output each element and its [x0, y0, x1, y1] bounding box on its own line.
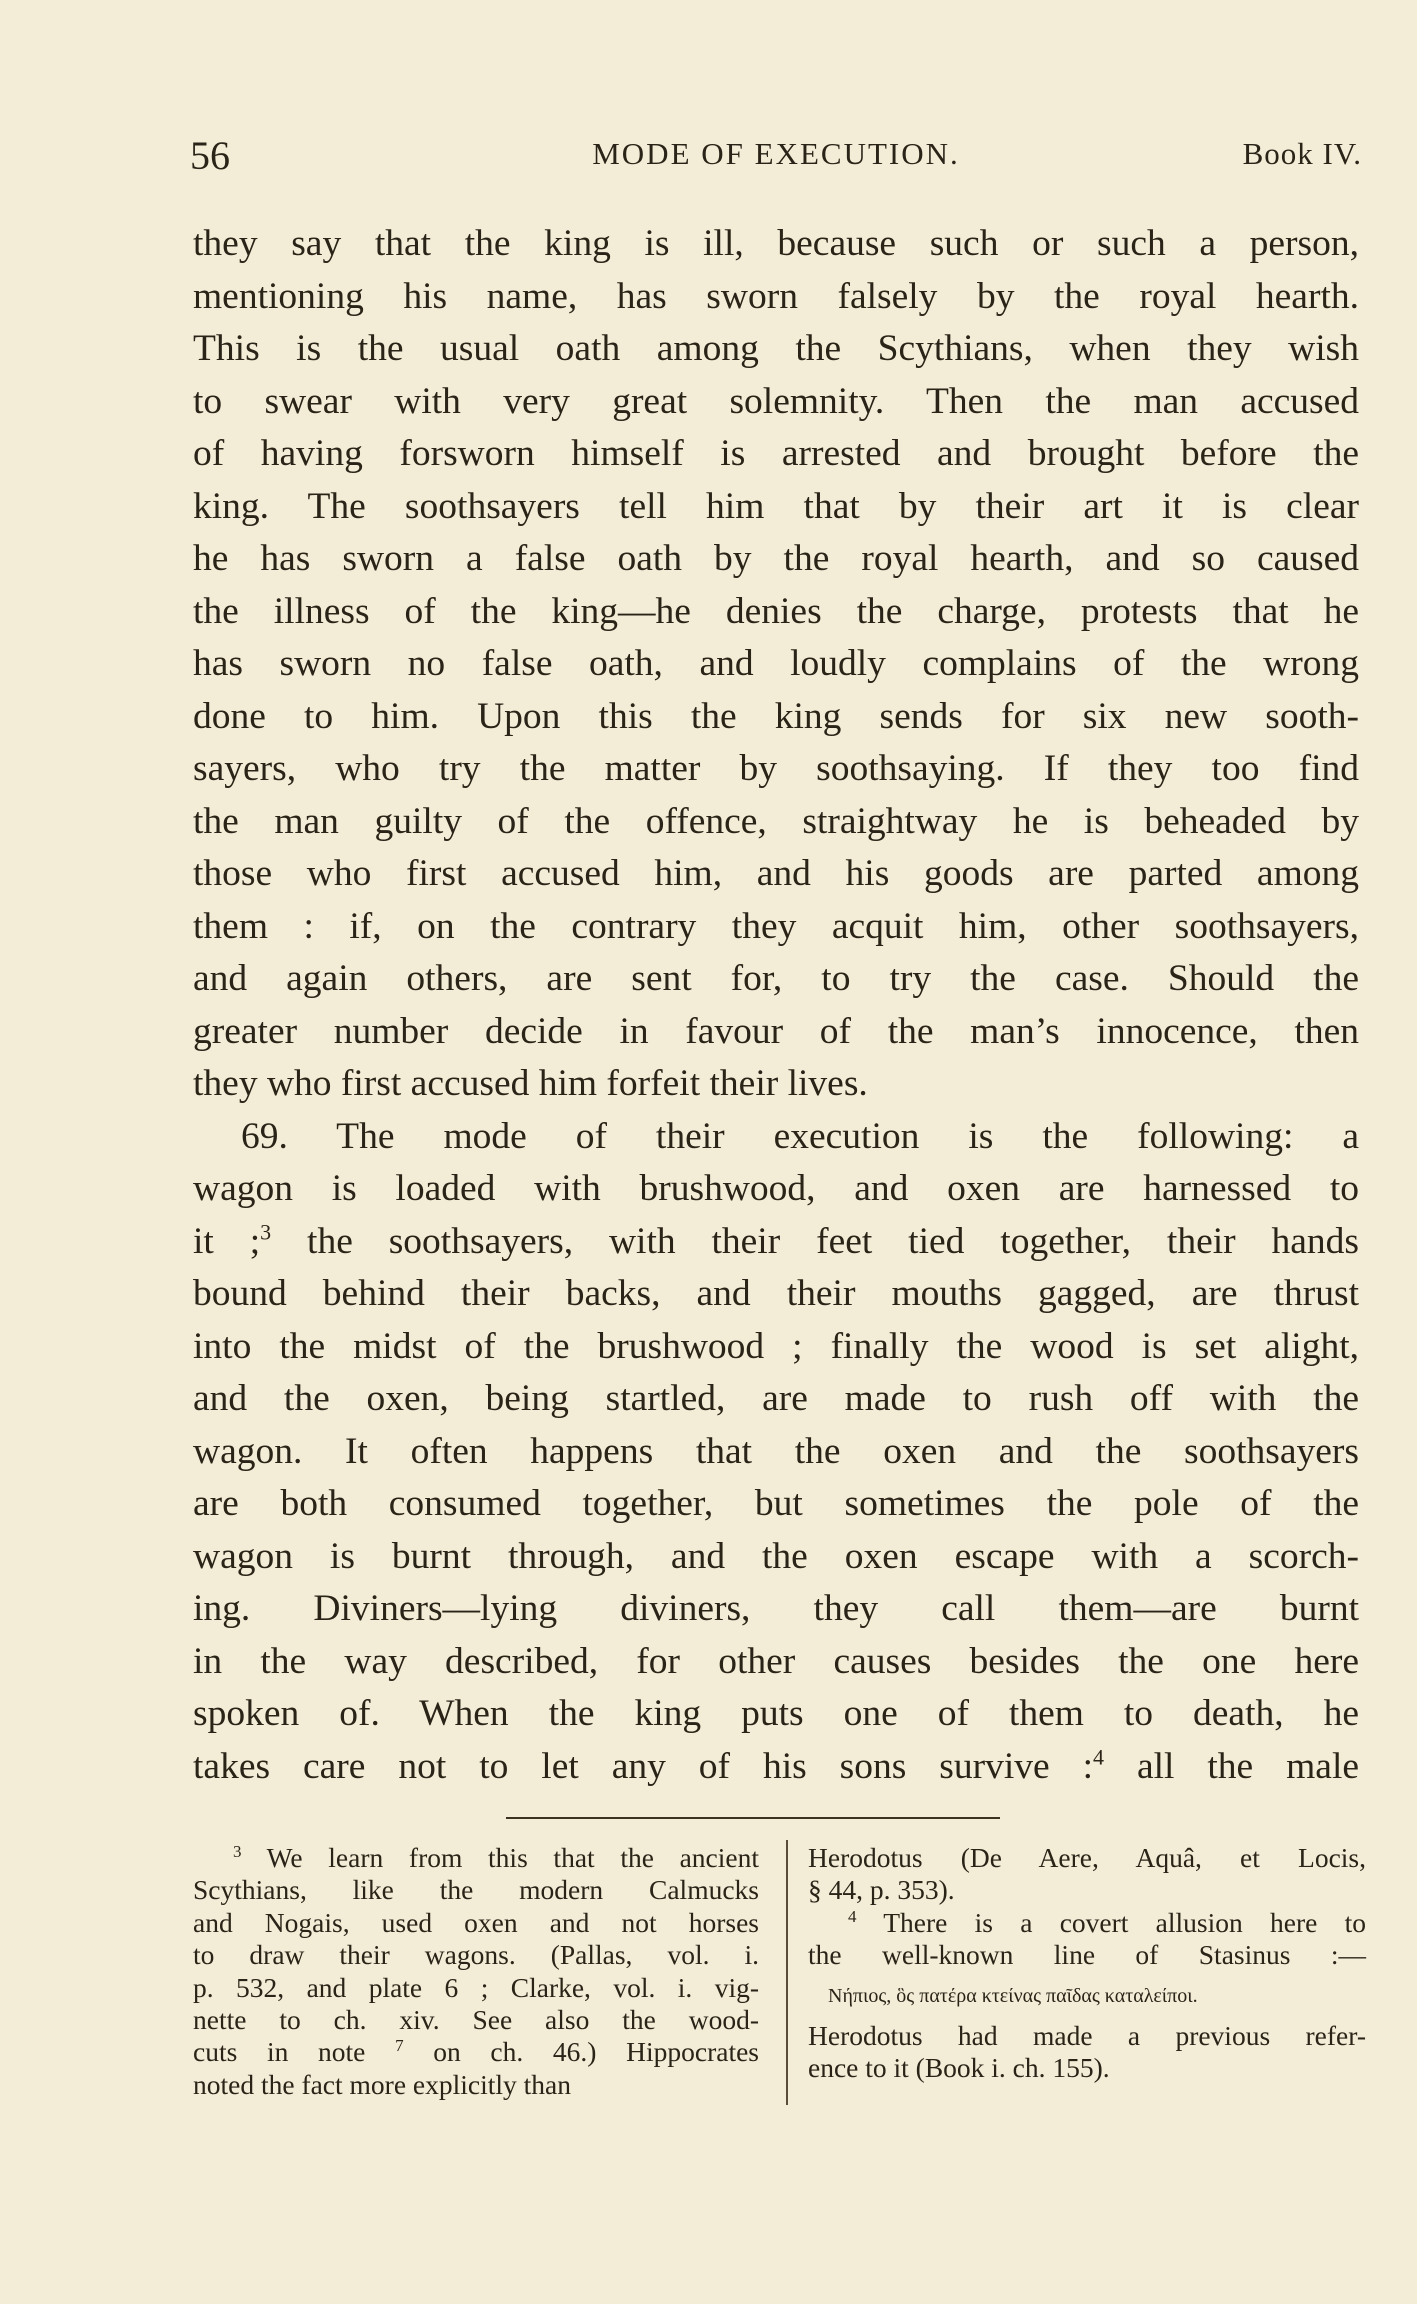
text-line: ing. Diviners—lying diviners, they call them—are burnt [193, 1588, 1359, 1629]
main-text [193, 218, 1359, 1793]
section-start-line: 69. The mode of their execution is the following: a [241, 1115, 1359, 1157]
text-fragment: all the male [1104, 1745, 1360, 1787]
footnotes-right-column [808, 1842, 1366, 2084]
text-line: has sworn no false oath, and loudly complains of the wrong [193, 643, 1359, 684]
text-line: of having forsworn himself is arrested and brought before the [193, 433, 1359, 474]
text-line: wagon is burnt through, and the oxen escape with a scorch- [193, 1535, 1359, 1577]
text-line: they who first accused him forfeit their lives. [193, 1063, 868, 1104]
footnote-column-divider [786, 1840, 788, 2105]
text-line: the illness of the king—he denies the charge, protests that he [193, 590, 1359, 632]
text-line: to swear with very great solemnity. Then the man accused [193, 380, 1359, 422]
text-line: done to him. Upon this the king sends for six new sooth- [193, 695, 1359, 737]
text-line: they say that the king is ill, because such or such a person, [193, 223, 1359, 264]
footnote-line: noted the fact more explicitly than [193, 2068, 571, 2100]
text-line: and the oxen, being startled, are made to rush off with the [193, 1378, 1359, 1419]
text-line: he has sworn a false oath by the royal hearth, and so caused [193, 538, 1359, 579]
footnote-line: to draw their wagons. (Pallas, vol. i. [193, 1939, 759, 1971]
footnote-line: and Nogais, used oxen and not horses [193, 1906, 759, 1938]
footnote-line: p. 532, and plate 6 ; Clarke, vol. i. vig- [193, 1971, 759, 2003]
text-line: them : if, on the contrary they acquit him, other soothsayers, [193, 905, 1359, 947]
running-title: MODE OF EXECUTION. [592, 136, 960, 171]
text-fragment: the soothsayers, with their feet tied together, their hands [271, 1220, 1359, 1262]
footnote-line: § 44, p. 353). [808, 1874, 955, 1906]
footnote-marker: 4 [848, 1906, 857, 1926]
footnote-ref: 4 [1093, 1744, 1105, 1769]
footnote-line: Herodotus had made a previous refer- [808, 2019, 1366, 2051]
text-fragment: on ch. 46.) Hippocrates [403, 2036, 759, 2068]
footnotes-left-column [193, 1842, 759, 2101]
text-fragment: There is a covert allusion here to [856, 1906, 1366, 1938]
text-line: king. The soothsayers tell him that by their art it is clear [193, 485, 1359, 527]
footnote-marker: 3 [233, 1841, 242, 1861]
text-line: This is the usual oath among the Scythians, when they wish [193, 328, 1359, 369]
text-line: the man guilty of the offence, straightway he is beheaded by [193, 800, 1359, 842]
book-label: Book IV. [1242, 136, 1362, 171]
text-line: into the midst of the brushwood ; finally the wood is set alight, [193, 1325, 1359, 1367]
footnote-ref: 7 [395, 2036, 404, 2056]
text-line: wagon is loaded with brushwood, and oxen are harnessed to [193, 1168, 1359, 1209]
footnote-line: Herodotus (De Aere, Aquâ, et Locis, [808, 1842, 1366, 1873]
text-fragment: takes care not to let any of his sons survive : [193, 1745, 1094, 1787]
footnote-ref: 3 [260, 1219, 272, 1244]
text-line: greater number decide in favour of the man’s innocence, then [193, 1010, 1359, 1052]
text-line: mentioning his name, has sworn falsely by the royal hearth. [193, 275, 1359, 317]
footnote-rule [506, 1817, 1000, 1819]
page-number: 56 [190, 133, 230, 178]
footnote-line: nette to ch. xiv. See also the wood- [193, 2003, 759, 2035]
page-header [190, 132, 1362, 182]
text-line [193, 1741, 1359, 1794]
footnote-line: Scythians, like the modern Calmucks [193, 1874, 759, 1906]
text-line: bound behind their backs, and their mouths gagged, are thrust [193, 1273, 1359, 1314]
footnote-line [193, 1842, 759, 1874]
text-line [193, 1216, 1359, 1269]
text-fragment: We learn from this that the ancient [241, 1842, 759, 1873]
text-fragment: cuts in note [193, 2036, 396, 2068]
text-line: wagon. It often happens that the oxen and the soothsayers [193, 1430, 1359, 1472]
footnote-line: ence to it (Book i. ch. 155). [808, 2051, 1110, 2083]
text-line: those who first accused him, and his goods are parted among [193, 853, 1359, 894]
text-line: in the way described, for other causes besides the one here [193, 1640, 1359, 1682]
footnote-line: the well-known line of Stasinus :— [808, 1939, 1366, 1971]
footnote-line [193, 2036, 759, 2068]
footnote-line [808, 1907, 1366, 1939]
text-fragment: it ; [193, 1220, 261, 1262]
greek-quotation: Νήπιος, ὃς πατέρα κτείνας παῖδας καταλείποι. [828, 1984, 1198, 2007]
text-line: are both consumed together, but sometimes the pole of the [193, 1483, 1359, 1524]
text-line: spoken of. When the king puts one of them to death, he [193, 1693, 1359, 1734]
text-line: and again others, are sent for, to try the case. Should the [193, 958, 1359, 999]
text-line: sayers, who try the matter by soothsaying. If they too find [193, 748, 1359, 789]
